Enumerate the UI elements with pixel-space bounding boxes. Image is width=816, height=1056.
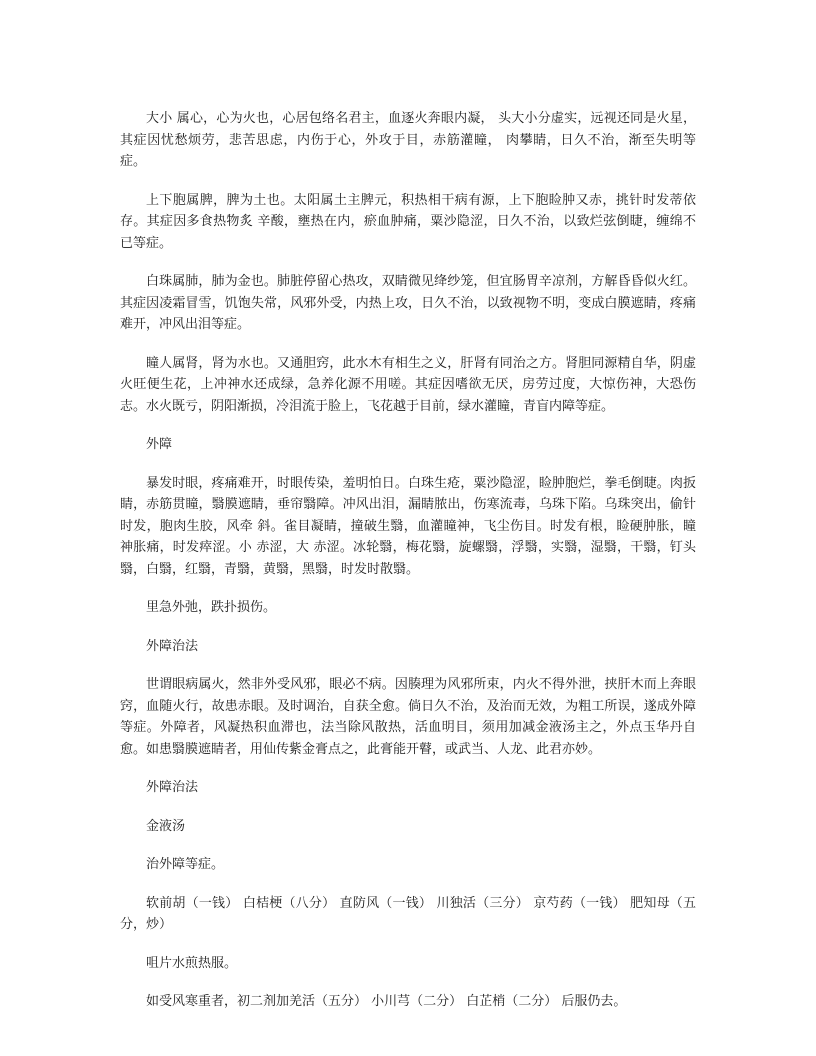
section-heading-treatment-2: 外障治法 [146, 780, 199, 795]
paragraph-lung: 白珠属肺，肺为金也。肺脏停留心热攻，双睛微见绛纱笼，但宜肠胃辛凉剂，方解昏昏似火红。其症因凌霜冒雪，饥饱失常，风邪外受，内热上攻，日久不治，以致视物不明，变成白膜遮睛，疼痛难开，冲风出泪等症。 [120, 274, 696, 332]
document-page [120, 108, 696, 1030]
paragraph-external-list: 暴发时眼，疼痛难开，时眼传染，羞明怕日。白珠生疮，粟沙隐涩，睑肿胞烂，拳毛倒睫。肉扳睛，赤筋贯瞳，翳膜遮睛，垂帘翳障。冲风出泪，漏睛脓出，伤寒流毒，乌珠下陷。乌珠突出，偷针时发，胞肉生胶，风牵 斜。雀目凝睛，撞破生翳，血灌瞳神，飞尘伤目。时发有根，睑硬肿胀，瞳神胀痛，时发瘁涩。小 赤涩，大 赤涩。冰轮翳，梅花翳，旋螺翳，浮翳，实翳，湿翳，干翳，钉头翳，白翳，红翳，青翳，黄翳，黑翳，时发时散翳。 [120, 475, 696, 577]
paragraph-treatment: 世谓眼病属火，然非外受风邪，眼必不病。因腠理为风邪所束，内火不得外泄，挟肝木而上奔眼窍，血随火行，故患赤眼。及时调治，自获全愈。倘日久不治，及治而无效，为粗工所误，遂成外障等症。外障者，风凝热积血滞也，法当除风散热，活血明目，须用加减金液汤主之，外点玉华丹自愈。如患翳膜遮睛者，用仙传紫金膏点之，此膏能开瞽，或武当、人龙、此君亦妙。 [120, 677, 696, 757]
paragraph-kidney: 瞳人属肾，肾为水也。又通胆窍，此水木有相生之义，肝肾有同治之方。肾胆同源精自华，阴虚火旺便生花，上冲神水还成绿，急养化源不用嗟。其症因嗜欲无厌，房劳过度，大惊伤神，大恐伤志。水火既亏，阴阳渐损，冷泪流于脸上，飞花越于目前，绿水灌瞳，青盲内障等症。 [120, 355, 696, 414]
paragraph-spleen: 上下胞属脾，脾为土也。太阳属土主脾元，积热相干病有源，上下胞睑肿又赤，挑针时发蒂依存。其症因多食热物炙 辛酸，壅热在内，瘀血肿痛，粟沙隐涩，日久不治，以致烂弦倒睫，缠绵不已等症。 [120, 192, 696, 251]
formula-preparation: 咀片水煎热服。 [146, 955, 238, 971]
section-heading-treatment: 外障治法 [146, 638, 199, 654]
section-heading-external: 外障 [146, 437, 173, 452]
formula-indication: 治外障等症。 [146, 857, 225, 872]
formula-modification: 如受风寒重者，初二剂加羌活（五分） 小川芎（二分） 白芷梢（二分） 后服仍去。 [146, 994, 627, 1009]
formula-title: 金液汤 [146, 818, 186, 834]
paragraph-injury: 里急外弛，跌扑损伤。 [146, 600, 277, 615]
formula-ingredients: 软前胡（一钱） 白桔梗（八分） 直防风（一钱） 川独活（三分） 京芍药（一钱） 肥知母（五分，炒） [120, 895, 696, 932]
paragraph-heart: 大小 属心，心为火也，心居包络名君主，血逐火奔眼内凝， 头大小分虚实，远视还同是火星，其症因忧愁烦劳，悲苦思虑，内伤于心，外攻于目，赤筋灌瞳， 肉攀睛，日久不治，渐至失明等症。 [120, 111, 696, 169]
